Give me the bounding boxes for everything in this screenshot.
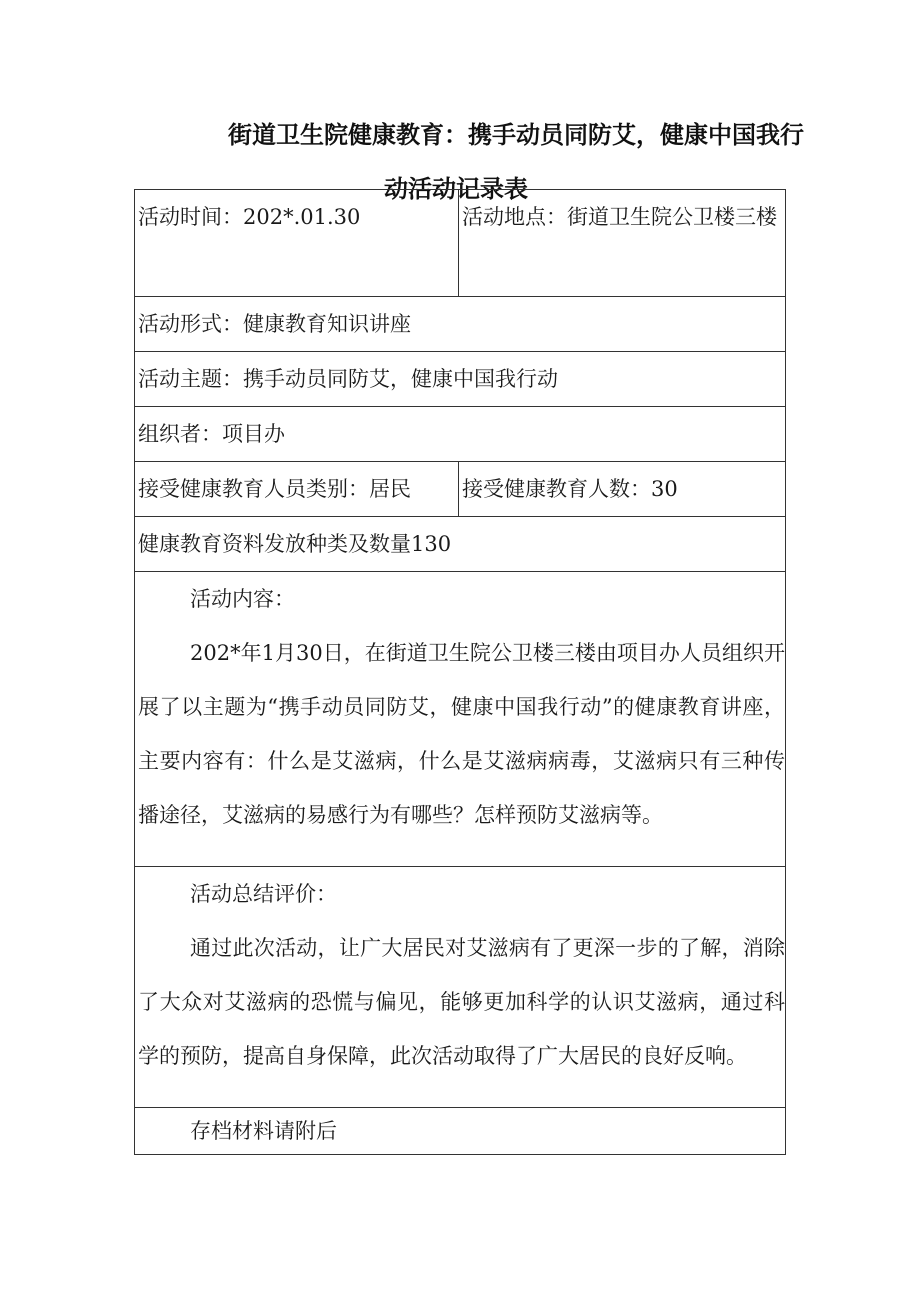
activity-theme-cell: 活动主题：携手动员同防艾，健康中国我行动	[135, 352, 786, 407]
organizer-cell: 组织者：项目办	[135, 407, 786, 462]
materials-cell: 健康教育资料发放种类及数量130	[135, 517, 786, 572]
archive-cell	[135, 1108, 786, 1155]
audience-type-cell: 接受健康教育人员类别：居民	[135, 462, 459, 517]
title-line-1: 街道卫生院健康教育：携手动员同防艾，健康中国我行	[228, 121, 804, 149]
activity-content-cell	[135, 572, 786, 867]
table-row	[135, 297, 786, 352]
title-line-2: 动活动记录表	[384, 175, 528, 203]
table-row	[135, 867, 786, 1108]
summary-body: 通过此次活动，让广大居民对艾滋病有了更深一步的了解，消除了大众对艾滋病的恐慌与偏见，能够更加科学的认识艾滋病，通过科学的预防，提高自身保障，此次活动取得了广大居民的良好反响。	[138, 936, 785, 1068]
archive-note: 存档材料请附后	[190, 1119, 337, 1143]
activity-record-table	[134, 189, 786, 1155]
content-heading: 活动内容：	[190, 587, 295, 611]
table-row	[135, 407, 786, 462]
activity-location-cell: 活动地点：街道卫生院公卫楼三楼	[459, 190, 786, 297]
table-row	[135, 517, 786, 572]
table-row	[135, 352, 786, 407]
content-body: 202*年1月30日，在街道卫生院公卫楼三楼由项目办人员组织开展了以主题为“携手动员同防艾，健康中国我行动”的健康教育讲座，主要内容有：什么是艾滋病，什么是艾滋病病毒，艾滋病只有三种传播途径，艾滋病的易感行为有哪些？怎样预防艾滋病等。	[138, 641, 785, 827]
activity-summary-cell	[135, 867, 786, 1108]
audience-count-cell: 接受健康教育人数：30	[459, 462, 786, 517]
activity-time-cell: 活动时间：202*.01.30	[135, 190, 459, 297]
table-row	[135, 572, 786, 867]
table-row	[135, 462, 786, 517]
activity-form-cell: 活动形式：健康教育知识讲座	[135, 297, 786, 352]
table-row	[135, 1108, 786, 1155]
summary-heading: 活动总结评价：	[190, 882, 337, 906]
table-row	[135, 190, 786, 297]
